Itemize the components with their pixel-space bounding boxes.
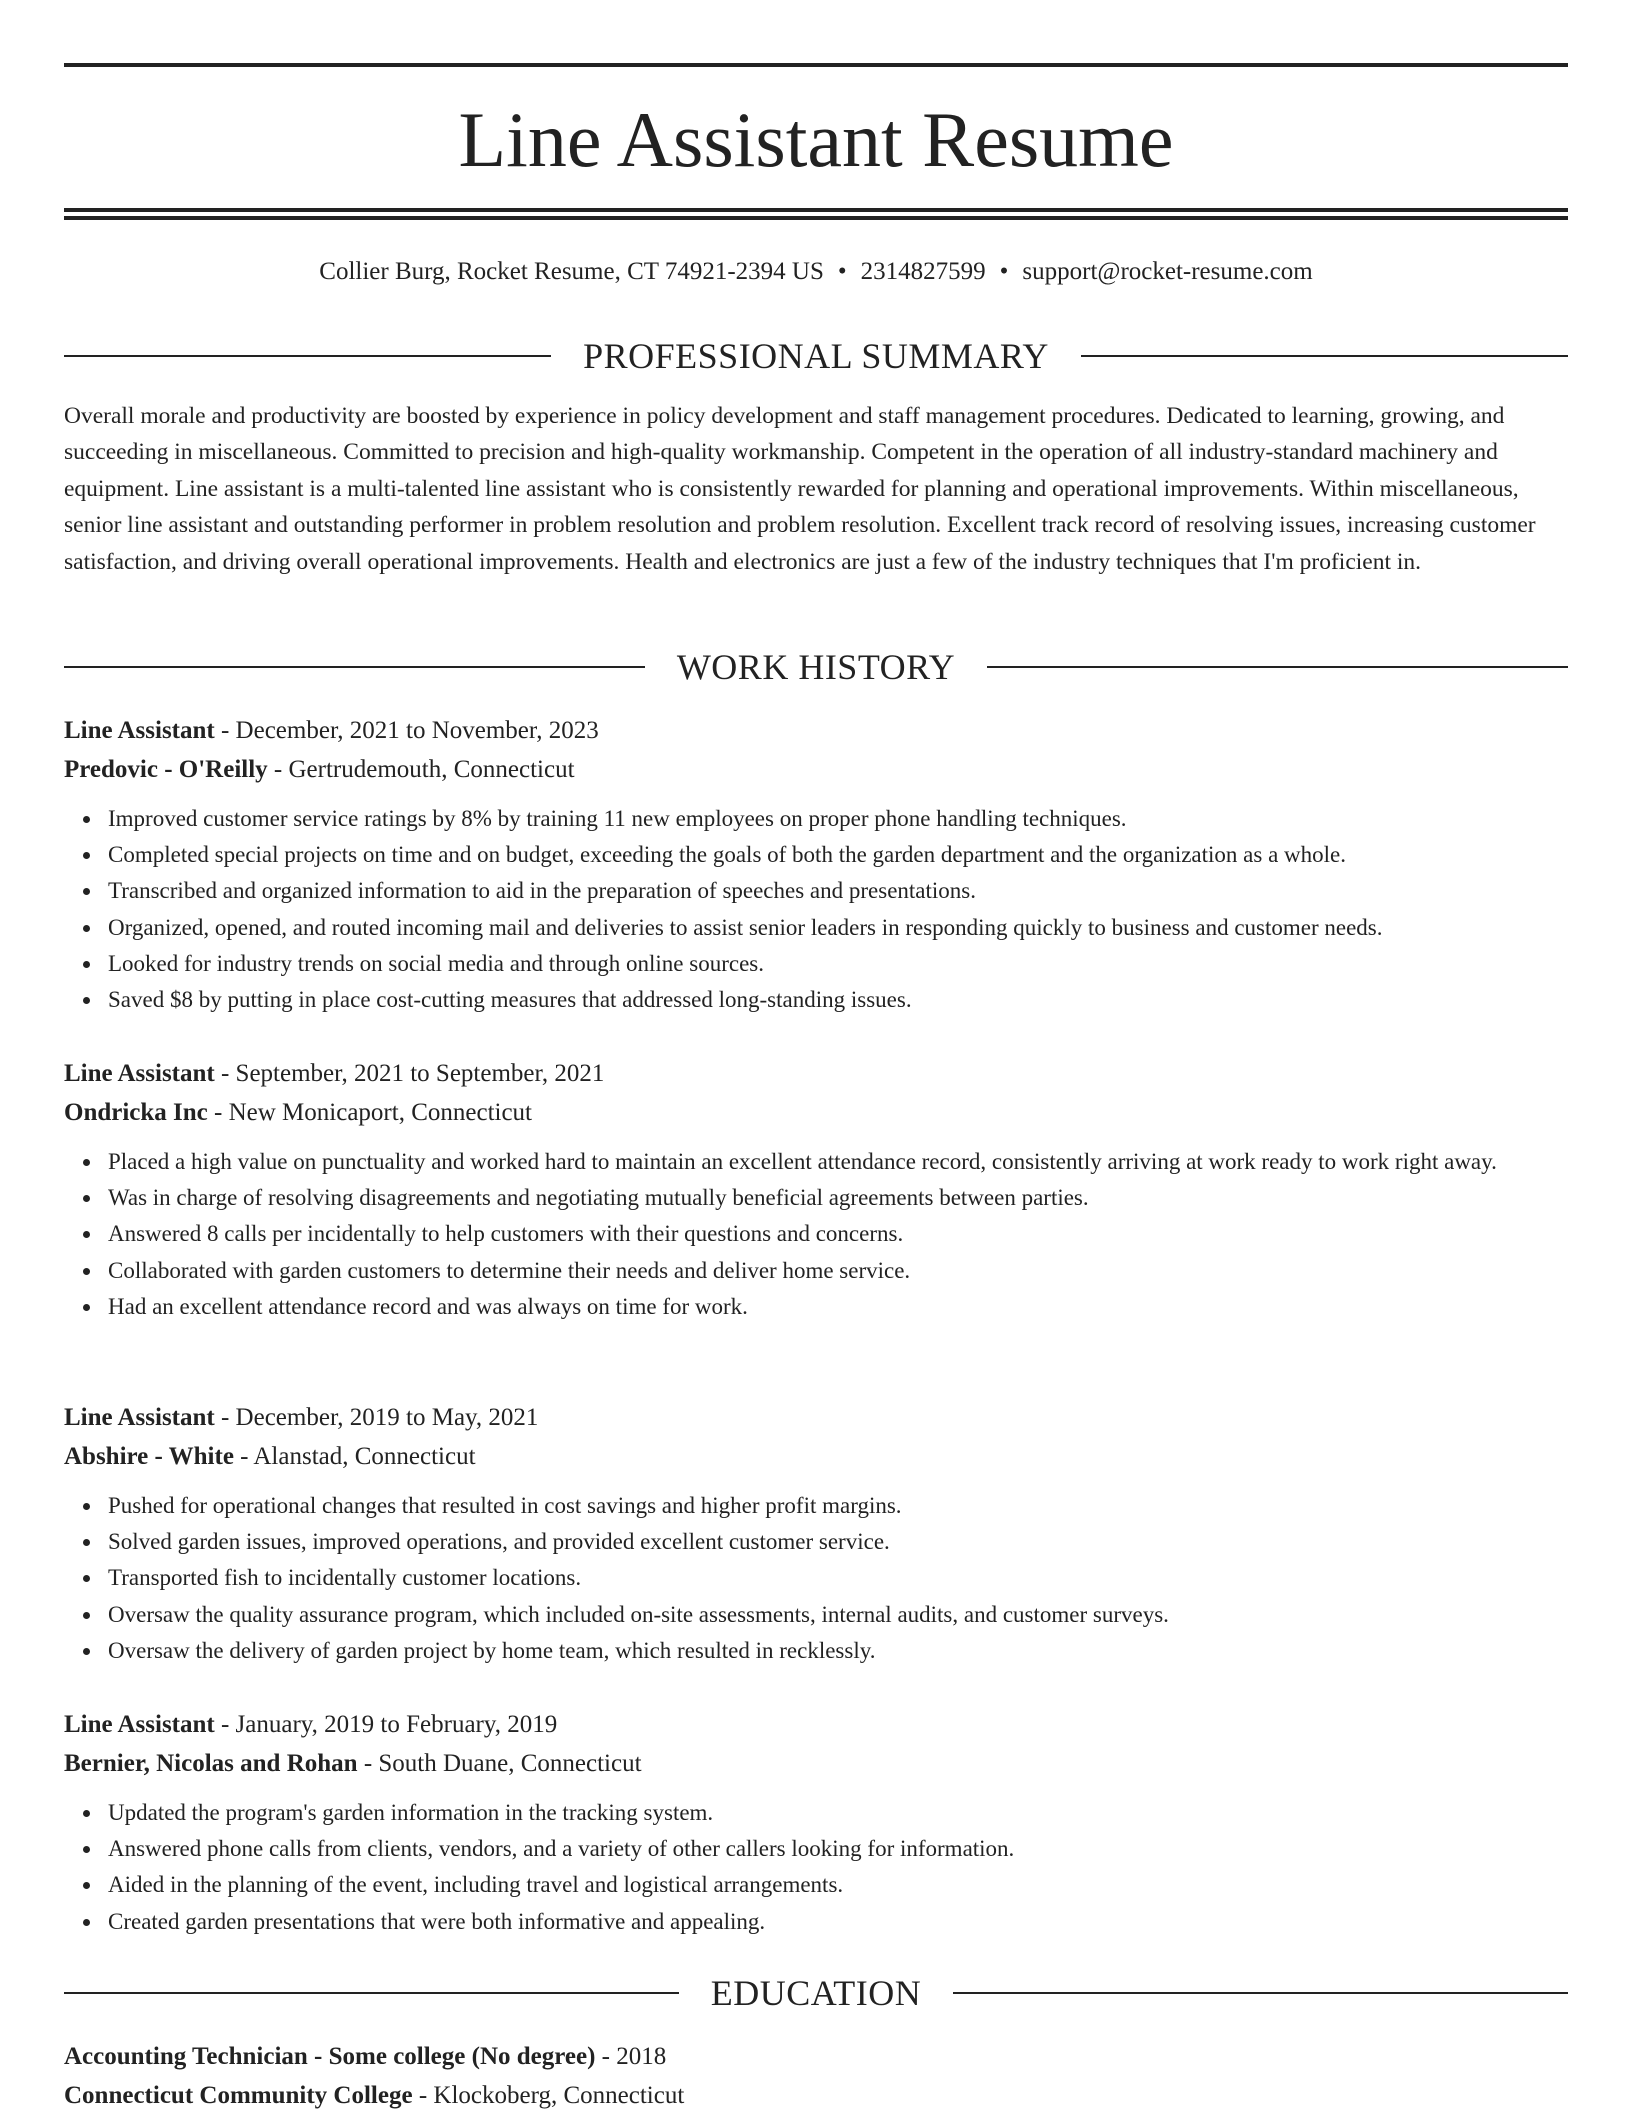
job-company: Abshire - White [64, 1443, 234, 1470]
job-company-line [64, 1744, 1568, 1783]
education-year: - 2018 [595, 2043, 667, 2070]
summary-text: Overall morale and productivity are boosted by experience in policy development and staff management procedures. Dedicated to learning, growing, and succeeding in miscellaneous. Committed to precision and high-quality workmanship. Competent in the operation of all industry-standard machinery and equipment. Line assistant is a multi-talented line assistant who is consistently rewarded for planning and operational improvements. Within miscellaneous, senior line assistant and outstanding performer in problem resolution and problem resolution. Excellent track record of resolving issues, increasing customer satisfaction, and driving overall operational improvements. Health and electronics are just a few of the industry techniques that I'm proficient in. [64, 403, 1536, 575]
job-bullet: Transported fish to incidentally customer locations. [108, 1560, 1568, 1596]
job-bullet: Solved garden issues, improved operations, and provided excellent customer service. [108, 1524, 1568, 1560]
section-heading-summary [64, 334, 1568, 378]
job-dates: - December, 2021 to November, 2023 [214, 717, 599, 744]
job-bullet: Had an excellent attendance record and was always on time for work. [108, 1289, 1568, 1325]
education-entry [64, 2037, 1568, 2115]
job-bullet: Improved customer service ratings by 8% by training 11 new employees on proper phone handling techniques. [108, 801, 1568, 837]
job-bullets [64, 1795, 1568, 1940]
job-bullet: Oversaw the quality assurance program, which included on-site assessments, internal audits, and customer surveys. [108, 1597, 1568, 1633]
title-double-rule [64, 208, 1568, 220]
job-company: Predovic - O'Reilly [64, 756, 268, 783]
contact-address: Collier Burg, Rocket Resume, CT 74921-2394 US [319, 258, 824, 285]
job-bullet: Organized, opened, and routed incoming mail and deliveries to assist senior leaders in responding quickly to business and customer needs. [108, 910, 1568, 946]
job-bullet: Saved $8 by putting in place cost-cutting measures that addressed long-standing issues. [108, 982, 1568, 1018]
job-bullet: Looked for industry trends on social media and through online sources. [108, 946, 1568, 982]
job-title-line [64, 1054, 1568, 1093]
job-title: Line Assistant [64, 1060, 215, 1087]
job-bullet: Collaborated with garden customers to determine their needs and deliver home service. [108, 1253, 1568, 1289]
education-school-line [64, 2076, 1568, 2115]
contact-phone: 2314827599 [860, 258, 986, 285]
job-location: - New Monicaport, Connecticut [207, 1099, 532, 1126]
job-company-line [64, 1437, 1568, 1476]
job-location: - Alanstad, Connecticut [233, 1443, 476, 1470]
job-title-line [64, 711, 1568, 750]
job-entry [64, 711, 1568, 1018]
contact-separator: • [999, 258, 1009, 285]
job-bullets [64, 801, 1568, 1018]
job-company-line [64, 750, 1568, 789]
job-dates: - December, 2019 to May, 2021 [214, 1404, 539, 1431]
job-bullet: Aided in the planning of the event, including travel and logistical arrangements. [108, 1867, 1568, 1903]
job-bullet: Was in charge of resolving disagreements and negotiating mutually beneficial agreements between parties. [108, 1180, 1568, 1216]
resume-title: Line Assistant Resume [458, 96, 1174, 183]
job-bullet: Completed special projects on time and on budget, exceeding the goals of both the garden department and the organization as a whole. [108, 837, 1568, 873]
job-bullet: Created garden presentations that were both informative and appealing. [108, 1904, 1568, 1940]
job-company-line [64, 1093, 1568, 1132]
job-dates: - January, 2019 to February, 2019 [214, 1711, 558, 1738]
heading-rule [987, 666, 1568, 668]
contact-separator: • [837, 258, 847, 285]
section-heading-work-history [64, 645, 1568, 689]
job-bullet: Updated the program's garden information in the tracking system. [108, 1795, 1568, 1831]
section-title: WORK HISTORY [676, 647, 956, 687]
top-rule [64, 63, 1568, 67]
job-bullet: Transcribed and organized information to aid in the preparation of speeches and presentations. [108, 873, 1568, 909]
heading-rule [1081, 355, 1568, 357]
job-entry [64, 1398, 1568, 1669]
job-dates: - September, 2021 to September, 2021 [214, 1060, 605, 1087]
job-title: Line Assistant [64, 717, 215, 744]
heading-rule [64, 666, 645, 668]
job-location: - Gertrudemouth, Connecticut [267, 756, 575, 783]
job-bullet: Placed a high value on punctuality and worked hard to maintain an excellent attendance record, consistently arriving at work ready to work right away. [108, 1144, 1568, 1180]
job-bullet: Oversaw the delivery of garden project by home team, which resulted in recklessly. [108, 1633, 1568, 1669]
contact-line [64, 254, 1568, 290]
education-location: - Klockoberg, Connecticut [412, 2082, 685, 2109]
contact-email: support@rocket-resume.com [1022, 258, 1313, 285]
section-heading-education [64, 1971, 1568, 2015]
job-title-line [64, 1705, 1568, 1744]
heading-rule [953, 1992, 1568, 1994]
job-entry [64, 1705, 1568, 1940]
job-entry [64, 1054, 1568, 1325]
job-company: Ondricka Inc [64, 1099, 208, 1126]
heading-rule [64, 1992, 679, 1994]
education-degree: Accounting Technician - Some college (No degree) [64, 2043, 596, 2070]
job-title: Line Assistant [64, 1404, 215, 1431]
job-bullet: Answered phone calls from clients, vendors, and a variety of other callers looking for information. [108, 1831, 1568, 1867]
job-title-line [64, 1398, 1568, 1437]
job-location: - South Duane, Connecticut [357, 1750, 642, 1777]
job-bullets [64, 1144, 1568, 1325]
job-bullet: Answered 8 calls per incidentally to help customers with their questions and concerns. [108, 1216, 1568, 1252]
education-school: Connecticut Community College [64, 2082, 413, 2109]
job-title: Line Assistant [64, 1711, 215, 1738]
section-title: EDUCATION [710, 1973, 922, 2013]
section-title: PROFESSIONAL SUMMARY [583, 336, 1049, 376]
job-company: Bernier, Nicolas and Rohan [64, 1750, 358, 1777]
education-degree-line [64, 2037, 1568, 2076]
job-bullets [64, 1488, 1568, 1669]
heading-rule [64, 355, 551, 357]
job-bullet: Pushed for operational changes that resulted in cost savings and higher profit margins. [108, 1488, 1568, 1524]
